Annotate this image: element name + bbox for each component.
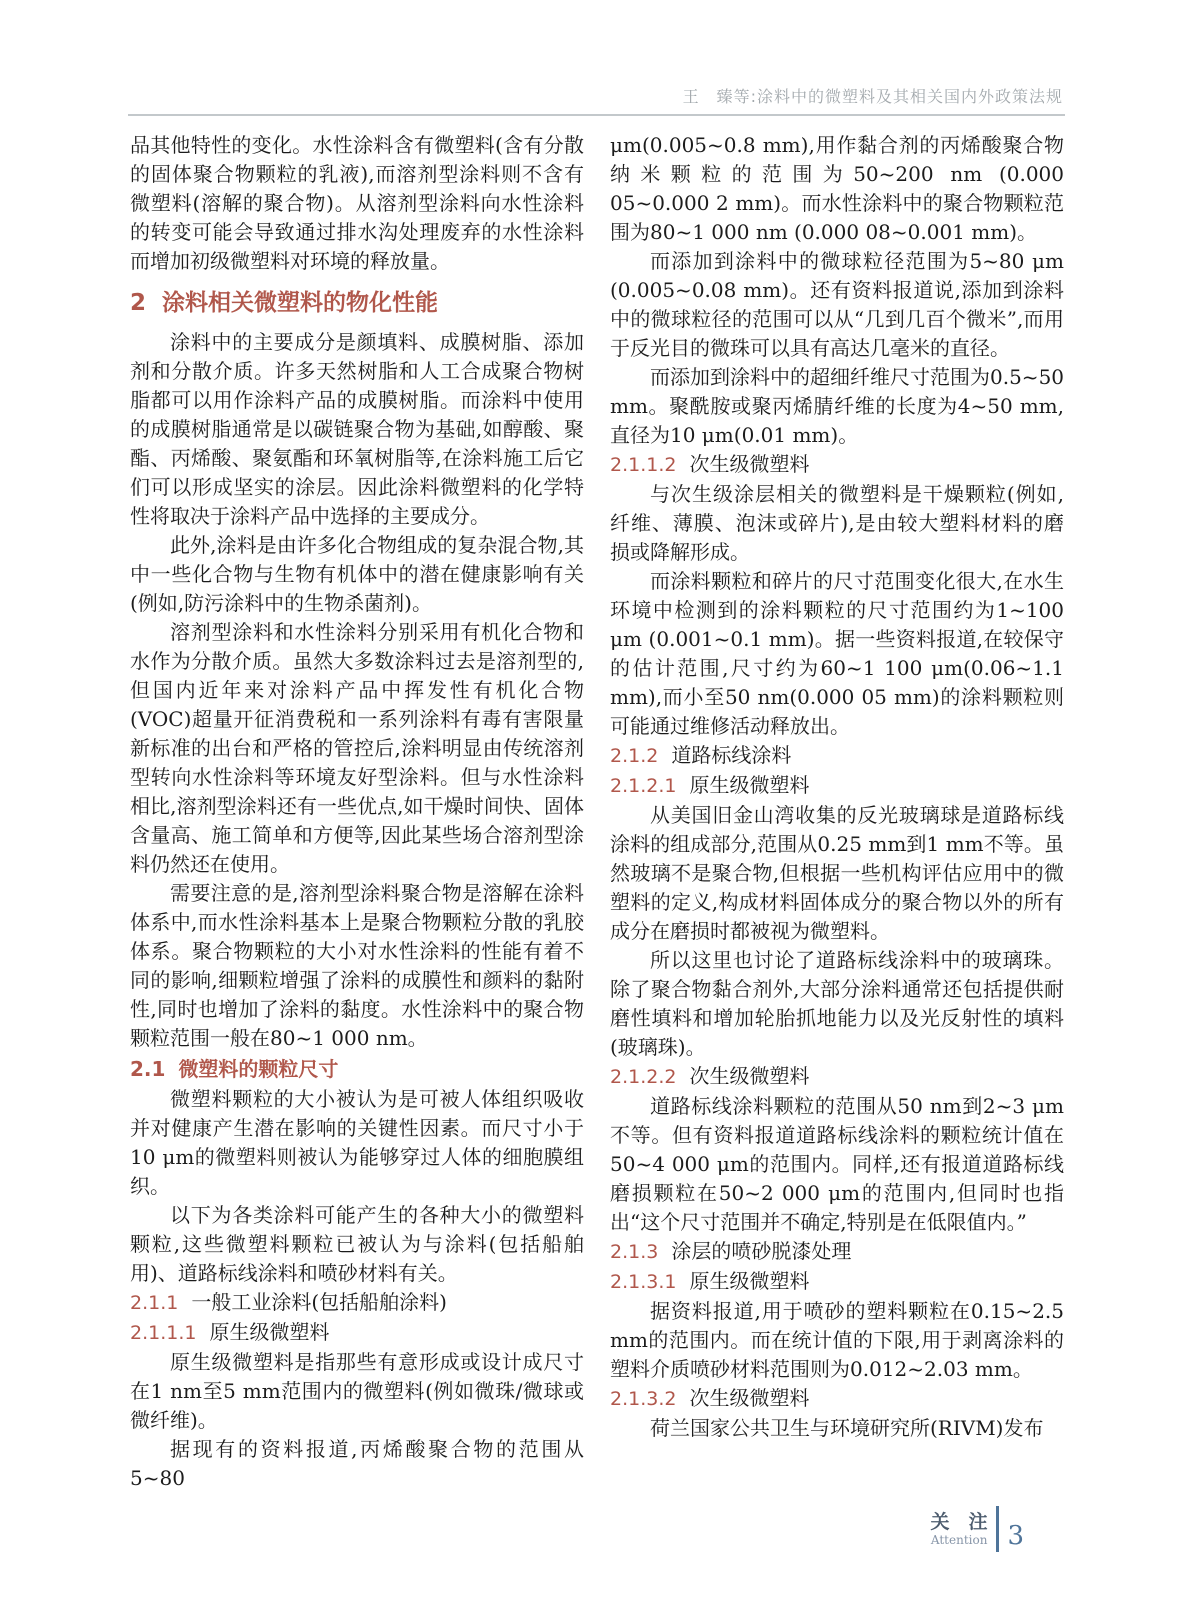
paragraph: 溶剂型涂料和水性涂料分别采用有机化合物和水作为分散介质。虽然大多数涂料过去是溶剂型的,但国内近年来对涂料产品中挥发性有机化合物(VOC)超量开征消费税和一系列涂料有毒有害限量新标准的出台和严格的管控后,涂料明显由传统溶剂型转向水性涂料等环境友好型涂料。但与水性涂料相比,溶剂型涂料还有一些优点,如干燥时间快、固体含量高、施工简单和方便等,因此某些场合溶剂型涂料仍然还在使用。 bbox=[130, 620, 584, 876]
subsubsection-heading bbox=[610, 1237, 1064, 1267]
paragraph: 而涂料颗粒和碎片的尺寸范围变化很大,在水生环境中检测到的涂料颗粒的尺寸范围约为1~100 μm (0.001~0.1 mm)。据一些资料报道,在较保守的估计范围,尺寸约为60~1 100 μm(0.06~1.1 mm),而小至50 nm(0.000 05 mm)的涂料颗粒则可能通过维修活动释放出。 bbox=[610, 569, 1064, 738]
paragraph: 据资料报道,用于喷砂的塑料颗粒在0.15~2.5 mm的范围内。而在统计值的下限,用于剥离涂料的塑料介质喷砂材料范围则为0.012~2.03 mm。 bbox=[610, 1299, 1064, 1381]
subsubsection-number: 2.1.1 bbox=[130, 1292, 179, 1314]
subsubsection-title: 次生级微塑料 bbox=[689, 1386, 810, 1410]
subsubsection-heading bbox=[610, 1267, 1064, 1297]
section-heading bbox=[130, 289, 584, 317]
footer-section-label-en: Attention bbox=[930, 1533, 988, 1547]
subsubsection-number: 2.1.3 bbox=[610, 1241, 659, 1263]
subsubsection-number: 2.1.1.2 bbox=[610, 454, 677, 476]
paragraph: 与次生级涂层相关的微塑料是干燥颗粒(例如,纤维、薄膜、泡沫或碎片),是由较大塑料材料的磨损或降解形成。 bbox=[610, 482, 1064, 564]
subsubsection-number: 2.1.2.1 bbox=[610, 775, 677, 797]
subsection-title: 微塑料的颗粒尺寸 bbox=[178, 1057, 339, 1081]
paragraph: 微塑料颗粒的大小被认为是可被人体组织吸收并对健康产生潜在影响的关键性因素。而尺寸小于10 μm的微塑料则被认为能够穿过人体的细胞膜组织。 bbox=[130, 1087, 584, 1198]
subsubsection-heading bbox=[610, 771, 1064, 801]
paragraph: 而添加到涂料中的超细纤维尺寸范围为0.5~50 mm。聚酰胺或聚丙烯腈纤维的长度为4~50 mm,直径为10 μm(0.01 mm)。 bbox=[610, 365, 1065, 447]
subsubsection-number: 2.1.1.1 bbox=[130, 1322, 197, 1344]
paragraph: 原生级微塑料是指那些有意形成或设计成尺寸在1 nm至5 mm范围内的微塑料(例如微珠/微球或微纤维)。 bbox=[130, 1350, 584, 1432]
paragraph: 所以这里也讨论了道路标线涂料中的玻璃珠。除了聚合物黏合剂外,大部分涂料通常还包括提供耐磨性填料和增加轮胎抓地能力以及光反射性的填料(玻璃珠)。 bbox=[610, 948, 1064, 1059]
paragraph: 涂料中的主要成分是颜填料、成膜树脂、添加剂和分散介质。许多天然树脂和人工合成聚合物树脂都可以用作涂料产品的成膜树脂。而涂料中使用的成膜树脂通常是以碳链聚合物为基础,如醇酸、聚酯、丙烯酸、聚氨酯和环氧树脂等,在涂料施工后它们可以形成坚实的涂层。因此涂料微塑料的化学特性将取决于涂料产品中选择的主要成分。 bbox=[130, 330, 584, 528]
subsubsection-title: 原生级微塑料 bbox=[689, 1269, 810, 1293]
subsubsection-number: 2.1.3.2 bbox=[610, 1388, 677, 1410]
footer-section-label: 关 注 bbox=[930, 1511, 988, 1533]
footer-divider bbox=[996, 1506, 999, 1552]
subsubsection-title: 道路标线涂料 bbox=[671, 743, 792, 767]
subsection-number: 2.1 bbox=[130, 1057, 166, 1081]
subsubsection-heading bbox=[610, 1062, 1064, 1092]
subsubsection-number: 2.1.3.1 bbox=[610, 1271, 677, 1293]
subsubsection-title: 次生级微塑料 bbox=[689, 1064, 810, 1088]
subsubsection-title: 原生级微塑料 bbox=[209, 1320, 330, 1344]
subsubsection-heading bbox=[130, 1288, 584, 1318]
subsubsection-heading bbox=[610, 741, 1064, 771]
paragraph: 从美国旧金山湾收集的反光玻璃球是道路标线涂料的组成部分,范围从0.25 mm到1 mm不等。虽然玻璃不是聚合物,但根据一些机构评估应用中的微塑料的定义,构成材料固体成分的聚合物以外的所有成分在磨损时都被视为微塑料。 bbox=[610, 803, 1064, 943]
section-title: 涂料相关微塑料的物化性能 bbox=[162, 290, 439, 316]
subsection-heading bbox=[130, 1055, 584, 1084]
left-column bbox=[130, 131, 584, 1493]
paragraph: 而添加到涂料中的微球粒径范围为5~80 μm (0.005~0.08 mm)。还有资料报道说,添加到涂料中的微球粒径的范围可以从“几到几百个微米”,而用于反光目的微珠可以具有高达几毫米的直径。 bbox=[610, 249, 1064, 360]
subsubsection-title: 次生级微塑料 bbox=[689, 452, 810, 476]
paragraph: 据现有的资料报道,丙烯酸聚合物的范围从5~80 bbox=[130, 1437, 584, 1490]
paragraph: μm(0.005~0.8 mm),用作黏合剂的丙烯酸聚合物纳米颗粒的范围为50~200 nm (0.000 05~0.000 2 mm)。而水性涂料中的聚合物颗粒范围为80~1 000 nm (0.000 08~0.001 mm)。 bbox=[610, 133, 1064, 244]
subsubsection-title: 涂层的喷砂脱漆处理 bbox=[671, 1239, 852, 1263]
subsubsection-heading bbox=[610, 1384, 1064, 1414]
two-column-body bbox=[130, 131, 1064, 1493]
subsubsection-number: 2.1.2 bbox=[610, 745, 659, 767]
subsubsection-heading bbox=[130, 1318, 584, 1348]
header-rule bbox=[128, 114, 1065, 116]
paragraph: 此外,涂料是由许多化合物组成的复杂混合物,其中一些化合物与生物有机体中的潜在健康影响有关(例如,防污涂料中的生物杀菌剂)。 bbox=[130, 533, 584, 615]
subsubsection-number: 2.1.2.2 bbox=[610, 1066, 677, 1088]
section-number: 2 bbox=[130, 290, 147, 316]
footer-section-labels bbox=[930, 1511, 987, 1547]
subsubsection-title: 原生级微塑料 bbox=[689, 773, 810, 797]
subsubsection-heading bbox=[610, 450, 1064, 480]
page-number: 3 bbox=[1007, 1521, 1024, 1551]
paragraph: 需要注意的是,溶剂型涂料聚合物是溶解在涂料体系中,而水性涂料基本上是聚合物颗粒分散的乳胶体系。聚合物颗粒的大小对水性涂料的性能有着不同的影响,细颗粒增强了涂料的成膜性和颜料的黏附性,同时也增加了涂料的黏度。水性涂料中的聚合物颗粒范围一般在80~1 000 nm。 bbox=[130, 881, 584, 1050]
running-header: 王 臻等:涂料中的微塑料及其相关国内外政策法规 bbox=[682, 87, 1063, 106]
paragraph: 以下为各类涂料可能产生的各种大小的微塑料颗粒,这些微塑料颗粒已被认为与涂料(包括船舶用)、道路标线涂料和喷砂材料有关。 bbox=[130, 1203, 584, 1285]
page-footer bbox=[930, 1506, 1024, 1552]
paragraph: 品其他特性的变化。水性涂料含有微塑料(含有分散的固体聚合物颗粒的乳液),而溶剂型涂料则不含有微塑料(溶解的聚合物)。从溶剂型涂料向水性涂料的转变可能会导致通过排水沟处理废弃的水性涂料而增加初级微塑料对环境的释放量。 bbox=[130, 133, 584, 273]
paragraph: 荷兰国家公共卫生与环境研究所(RIVM)发布 bbox=[650, 1416, 1044, 1440]
paragraph: 道路标线涂料颗粒的范围从50 nm到2~3 μm不等。但有资料报道道路标线涂料的颗粒统计值在50~4 000 μm的范围内。同样,还有报道道路标线磨损颗粒在50~2 000 μm的范围内,但同时也指出“这个尺寸范围并不确定,特别是在低限值内。” bbox=[610, 1094, 1064, 1234]
right-column bbox=[610, 131, 1064, 1493]
subsubsection-title: 一般工业涂料(包括船舶涂料) bbox=[191, 1290, 447, 1314]
